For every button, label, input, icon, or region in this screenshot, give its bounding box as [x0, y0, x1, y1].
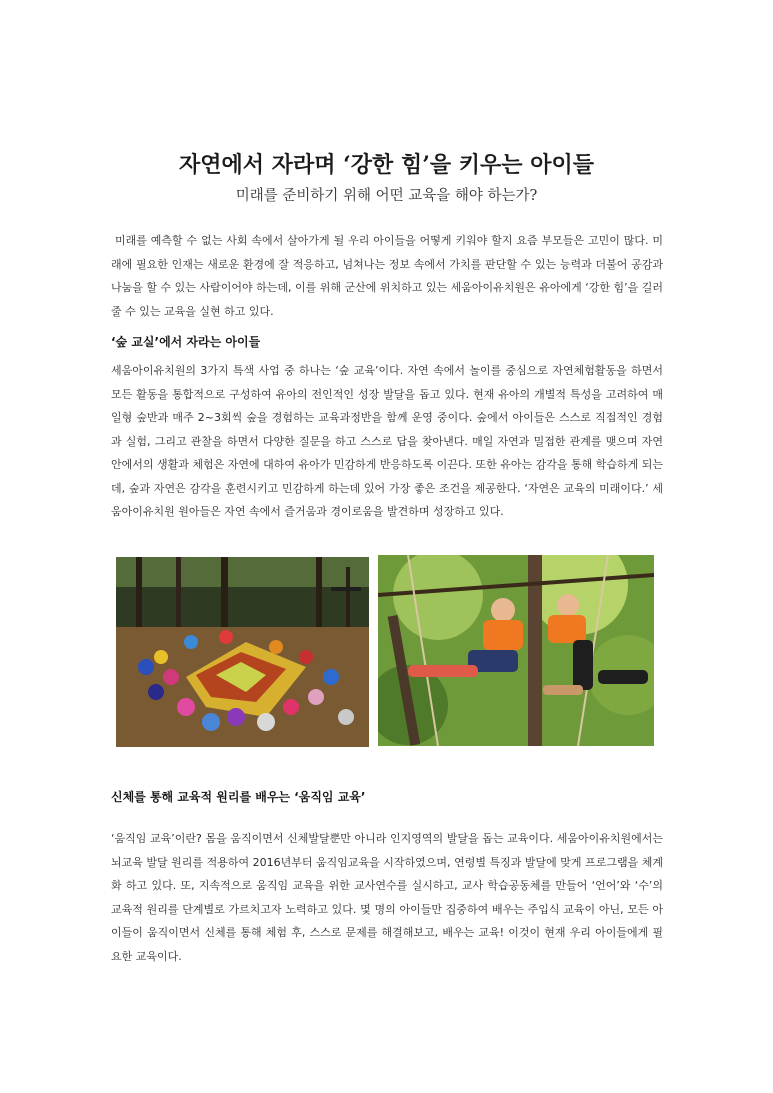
movement-education-paragraph: ‘움직임 교육’이란? 몸을 움직이면서 신체발달뿐만 아니라 인지영역의 발달을 돕는 교육이다. 세움아이유치원에서는 뇌교육 발달 원리를 적용하여 2016년부터 움직임교육을 시작하였으며, 연령별 특징과 발달에 맞게 프로그램을 체계화 하고 있다. 또, 지속적으로 움직임 교육을 위한 교사연수를 실시하고, 교사 학습공동체를 만들어 ‘언어’와 ‘수’의 교육적 원리를 단계별로 가르치고자 노력하고 있다. 몇 명의 아이들만 집중하여 배우는 주입식 교육이 아닌, 모든 아이들이 움직이면서 신체를 통해 체험 후, 스스로 문제를 해결해보고, 배우는 교육! 이것이 현재 우리 아이들에게 필요한 교육이다. — [111, 832, 663, 963]
forest-children-group-photo — [116, 557, 369, 747]
section-heading-forest-class: ‘숲 교실’에서 자라는 아이들 — [111, 335, 261, 349]
intro-paragraph: 미래를 예측할 수 없는 사회 속에서 살아가게 될 우리 아이들을 어떻게 키워야 할지 요즘 부모들은 고민이 많다. 미래에 필요한 인재는 새로운 환경에 잘 적응하고, 넘쳐나는 정보 속에서 가치를 판단할 수 있는 능력과 더불어 공감과 나눔을 할 수 있는 사람이어야 하는데, 이를 위해 군산에 위치하고 있는 세움아이유치원은 유아에게 ‘강한 힘’을 길러 줄 수 있는 교육을 실현 하고 있다. — [111, 234, 663, 318]
rope-climbing-children-photo — [378, 555, 654, 746]
article-subtitle: 미래를 준비하기 위해 어떤 교육을 해야 하는가? — [235, 188, 538, 204]
article-title: 자연에서 자라며 ‘강한 힘’을 키우는 아이들 — [179, 152, 594, 178]
forest-class-paragraph: 세움아이유치원의 3가지 특색 사업 중 하나는 ‘숲 교육’이다. 자연 속에서 놀이를 중심으로 자연체험활동을 하면서 모든 활동을 통합적으로 구성하여 유아의 전인적인 성장 발달을 돕고 있다. 현재 유아의 개별적 특성을 고려하여 매일형 숲반과 매주 2~3회씩 숲을 경험하는 교육과정반을 함께 운영 중이다. 숲에서 아이들은 스스로 직접적인 경험과 실험, 그리고 관찰을 하면서 다양한 질문을 하고 스스로 답을 찾아낸다. 매일 자연과 밀접한 관계를 맺으며 자연 안에서의 생활과 체험은 자연에 대하여 유아가 민감하게 반응하도록 이끈다. 또한 유아는 감각을 통해 학습하게 되는데, 숲과 자연은 감각을 훈련시키고 민감하게 하는데 있어 가장 좋은 조건을 제공한다. ‘자연은 교육의 미래이다.’ 세움아이유치원 원아들은 자연 속에서 즐거움과 경이로움을 발견하며 성장하고 있다. — [111, 364, 663, 518]
section-heading-movement-education: 신체를 통해 교육적 원리를 배우는 ‘움직임 교육’ — [111, 790, 366, 804]
